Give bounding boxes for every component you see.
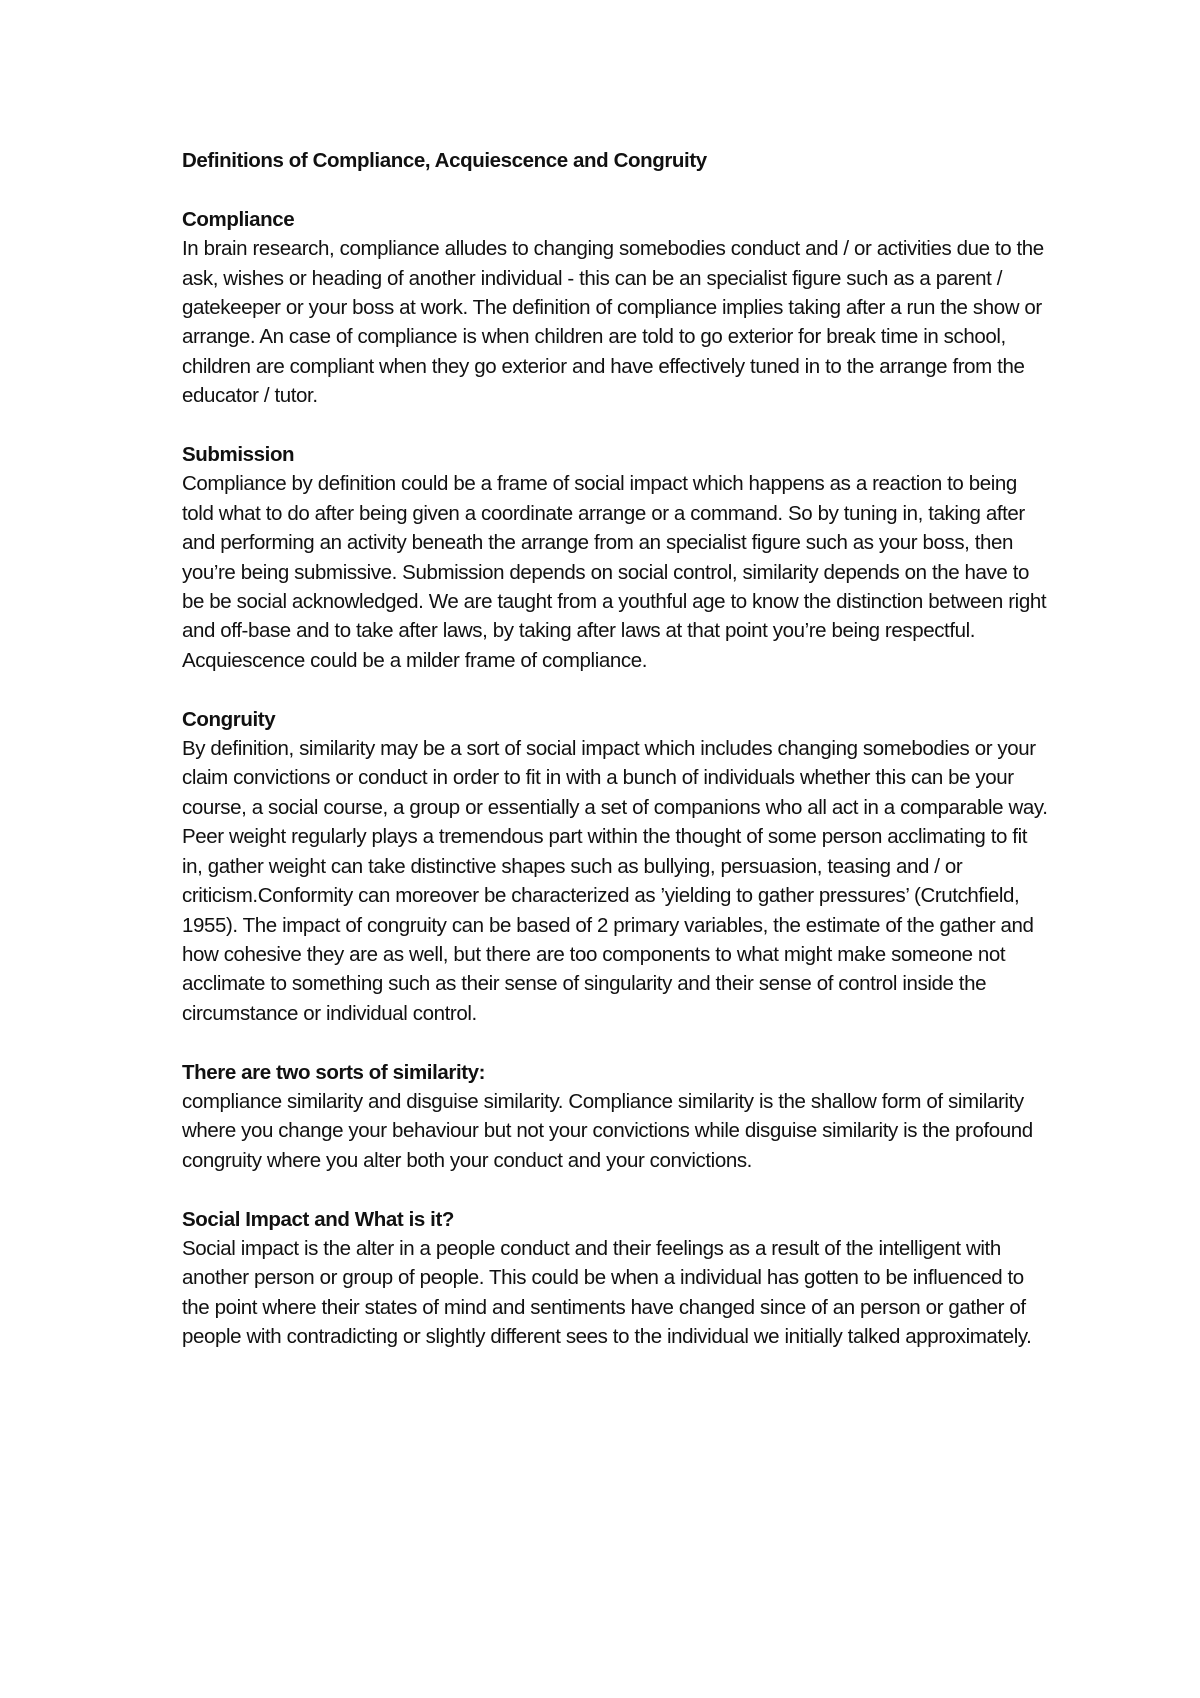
document-page — [182, 146, 1050, 1381]
section-two-sorts-of-similarity — [182, 1058, 1050, 1176]
section-heading: Submission — [182, 443, 295, 467]
section-social-impact — [182, 1205, 1050, 1352]
section-heading: There are two sorts of similarity: — [182, 1060, 486, 1084]
document-title: Definitions of Compliance, Acquiescence and Congruity — [182, 149, 707, 172]
section-congruity — [182, 705, 1050, 1028]
section-paragraph: By definition, similarity may be a sort of social impact which includes changing somebodies or your claim convictions or conduct in order to fit in with a bunch of individuals whether this can be your course, a social course, a group or essentially a set of companions who all act in a comparable way. Peer weight regularly plays a tremendous part within the thought of some person acclimating to fit in, gather weight can take distinctive shapes such as bullying, persuasion, teasing and / or criticism.Conformity can moreover be characterized as ’yielding to gather pressures’ (Crutchfield, 1955). The impact of congruity can be based of 2 primary variables, the estimate of the gather and how cohesive they are as well, but there are too components to what might make someone not acclimate to something such as their sense of singularity and their sense of control inside the circumstance or individual control. — [182, 737, 1048, 1025]
section-paragraph: compliance similarity and disguise similarity. Compliance similarity is the shallow form of similarity where you change your behaviour but not your convictions while disguise similarity is the profound congruity where you alter both your conduct and your convictions. — [182, 1089, 1033, 1172]
section-heading: Compliance — [182, 207, 295, 231]
section-paragraph: Social impact is the alter in a people conduct and their feelings as a result of the intelligent with another person or group of people. This could be when a individual has gotten to be influenced to the point where their states of mind and sentiments have changed since of an person or gather of people with contradicting or slightly different sees to the individual we initially talked approximately. — [182, 1236, 1032, 1349]
section-heading: Social Impact and What is it? — [182, 1207, 455, 1231]
section-compliance — [182, 205, 1050, 411]
section-submission — [182, 440, 1050, 675]
section-paragraph: Compliance by definition could be a frame of social impact which happens as a reaction to being told what to do after being given a coordinate arrange or a command. So by tuning in, taking after and performing an activity beneath the arrange from an specialist figure such as your boss, then you’re being submissive. Submission depends on social control, similarity depends on the have to be be social acknowledged. We are taught from a youthful age to know the distinction between right and off-base and to take after laws, by taking after laws at that point you’re being respectful. Acquiescence could be a milder frame of compliance. — [182, 472, 1047, 672]
section-paragraph: In brain research, compliance alludes to changing somebodies conduct and / or activities due to the ask, wishes or heading of another individual - this can be an specialist figure such as a parent / gatekeeper or your boss at work. The definition of compliance implies taking after a run the show or arrange. An case of compliance is when children are told to go exterior for break time in school, children are compliant when they go exterior and have effectively tuned in to the arrange from the educator / tutor. — [182, 237, 1044, 408]
section-heading: Congruity — [182, 707, 276, 731]
